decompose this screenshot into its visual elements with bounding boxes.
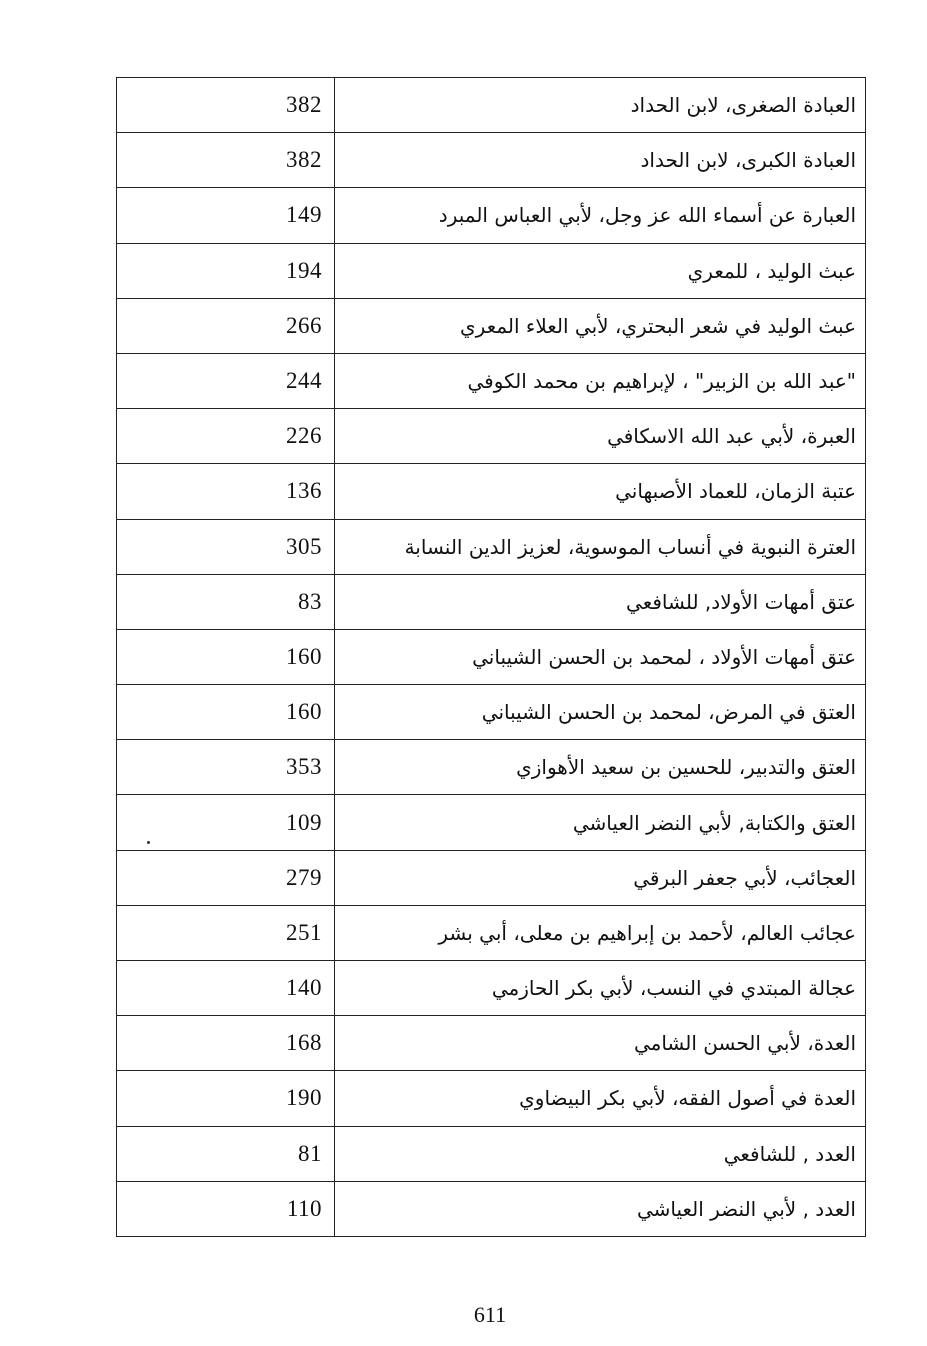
entry-title: عجالة المبتدي في النسب، لأبي بكر الحازمي	[335, 961, 866, 1016]
table-row	[117, 519, 866, 574]
entry-title: العبادة الكبرى، لابن الحداد	[335, 133, 866, 188]
entry-page-number: 190	[117, 1071, 335, 1126]
entry-title: العدد , لأبي النضر العياشي	[335, 1181, 866, 1236]
entry-title: العبادة الصغرى، لابن الحداد	[335, 78, 866, 133]
table-row	[117, 905, 866, 960]
entry-title: العتق والتدبير، للحسين بن سعيد الأهوازي	[335, 740, 866, 795]
entry-page-number: 81	[117, 1126, 335, 1181]
table-row	[117, 298, 866, 353]
table-row	[117, 629, 866, 684]
entry-title: عبث الوليد في شعر البحتري، لأبي العلاء المعري	[335, 298, 866, 353]
table-row	[117, 464, 866, 519]
table-row	[117, 961, 866, 1016]
entry-title: عتق أمهات الأولاد, للشافعي	[335, 574, 866, 629]
entry-page-number: 353	[117, 740, 335, 795]
entry-page-number: 110	[117, 1181, 335, 1236]
table-row	[117, 353, 866, 408]
entry-page-number: 140	[117, 961, 335, 1016]
entry-title: العدة في أصول الفقه، لأبي بكر البيضاوي	[335, 1071, 866, 1126]
table-row	[117, 1016, 866, 1071]
entry-page-number: 149	[117, 188, 335, 243]
table-row	[117, 243, 866, 298]
index-table-body	[117, 78, 866, 1237]
entry-title: العدد , للشافعي	[335, 1126, 866, 1181]
table-row	[117, 850, 866, 905]
page-number: 611	[473, 1302, 507, 1327]
entry-page-number: 136	[117, 464, 335, 519]
entry-page-number: 83	[117, 574, 335, 629]
entry-page-number: 305	[117, 519, 335, 574]
table-row	[117, 1071, 866, 1126]
entry-page-number: 382	[117, 78, 335, 133]
entry-title: العبرة، لأبي عبد الله الاسكافي	[335, 409, 866, 464]
table-row	[117, 1126, 866, 1181]
entry-page-number: 382	[117, 133, 335, 188]
table-row	[117, 740, 866, 795]
table-row	[117, 574, 866, 629]
stray-dot	[147, 841, 150, 844]
entry-title: العجائب، لأبي جعفر البرقي	[335, 850, 866, 905]
entry-page-number: 279	[117, 850, 335, 905]
entry-title: العتق في المرض، لمحمد بن الحسن الشيباني	[335, 685, 866, 740]
table-row	[117, 78, 866, 133]
entry-title: العترة النبوية في أنساب الموسوية، لعزيز الدين النسابة	[335, 519, 866, 574]
table-row	[117, 188, 866, 243]
entry-page-number: 109	[117, 795, 335, 850]
entry-title: العتق والكتابة, لأبي النضر العياشي	[335, 795, 866, 850]
entry-page-number: 266	[117, 298, 335, 353]
table-row	[117, 685, 866, 740]
entry-title: العبارة عن أسماء الله عز وجل، لأبي العباس المبرد	[335, 188, 866, 243]
index-table	[116, 77, 866, 1237]
entry-page-number: 160	[117, 685, 335, 740]
entry-title: "عبد الله بن الزبير" ، لإبراهيم بن محمد الكوفي	[335, 353, 866, 408]
entry-title: العدة، لأبي الحسن الشامي	[335, 1016, 866, 1071]
entry-page-number: 160	[117, 629, 335, 684]
table-row	[117, 409, 866, 464]
entry-title: عبث الوليد ، للمعري	[335, 243, 866, 298]
entry-page-number: 244	[117, 353, 335, 408]
entry-page-number: 194	[117, 243, 335, 298]
entry-page-number: 251	[117, 905, 335, 960]
table-row	[117, 133, 866, 188]
table-row	[117, 795, 866, 850]
entry-page-number: 168	[117, 1016, 335, 1071]
entry-title: عتق أمهات الأولاد ، لمحمد بن الحسن الشيباني	[335, 629, 866, 684]
entry-title: عتبة الزمان، للعماد الأصبهاني	[335, 464, 866, 519]
table-row	[117, 1181, 866, 1236]
entry-page-number: 226	[117, 409, 335, 464]
entry-title: عجائب العالم، لأحمد بن إبراهيم بن معلى، أبي بشر	[335, 905, 866, 960]
